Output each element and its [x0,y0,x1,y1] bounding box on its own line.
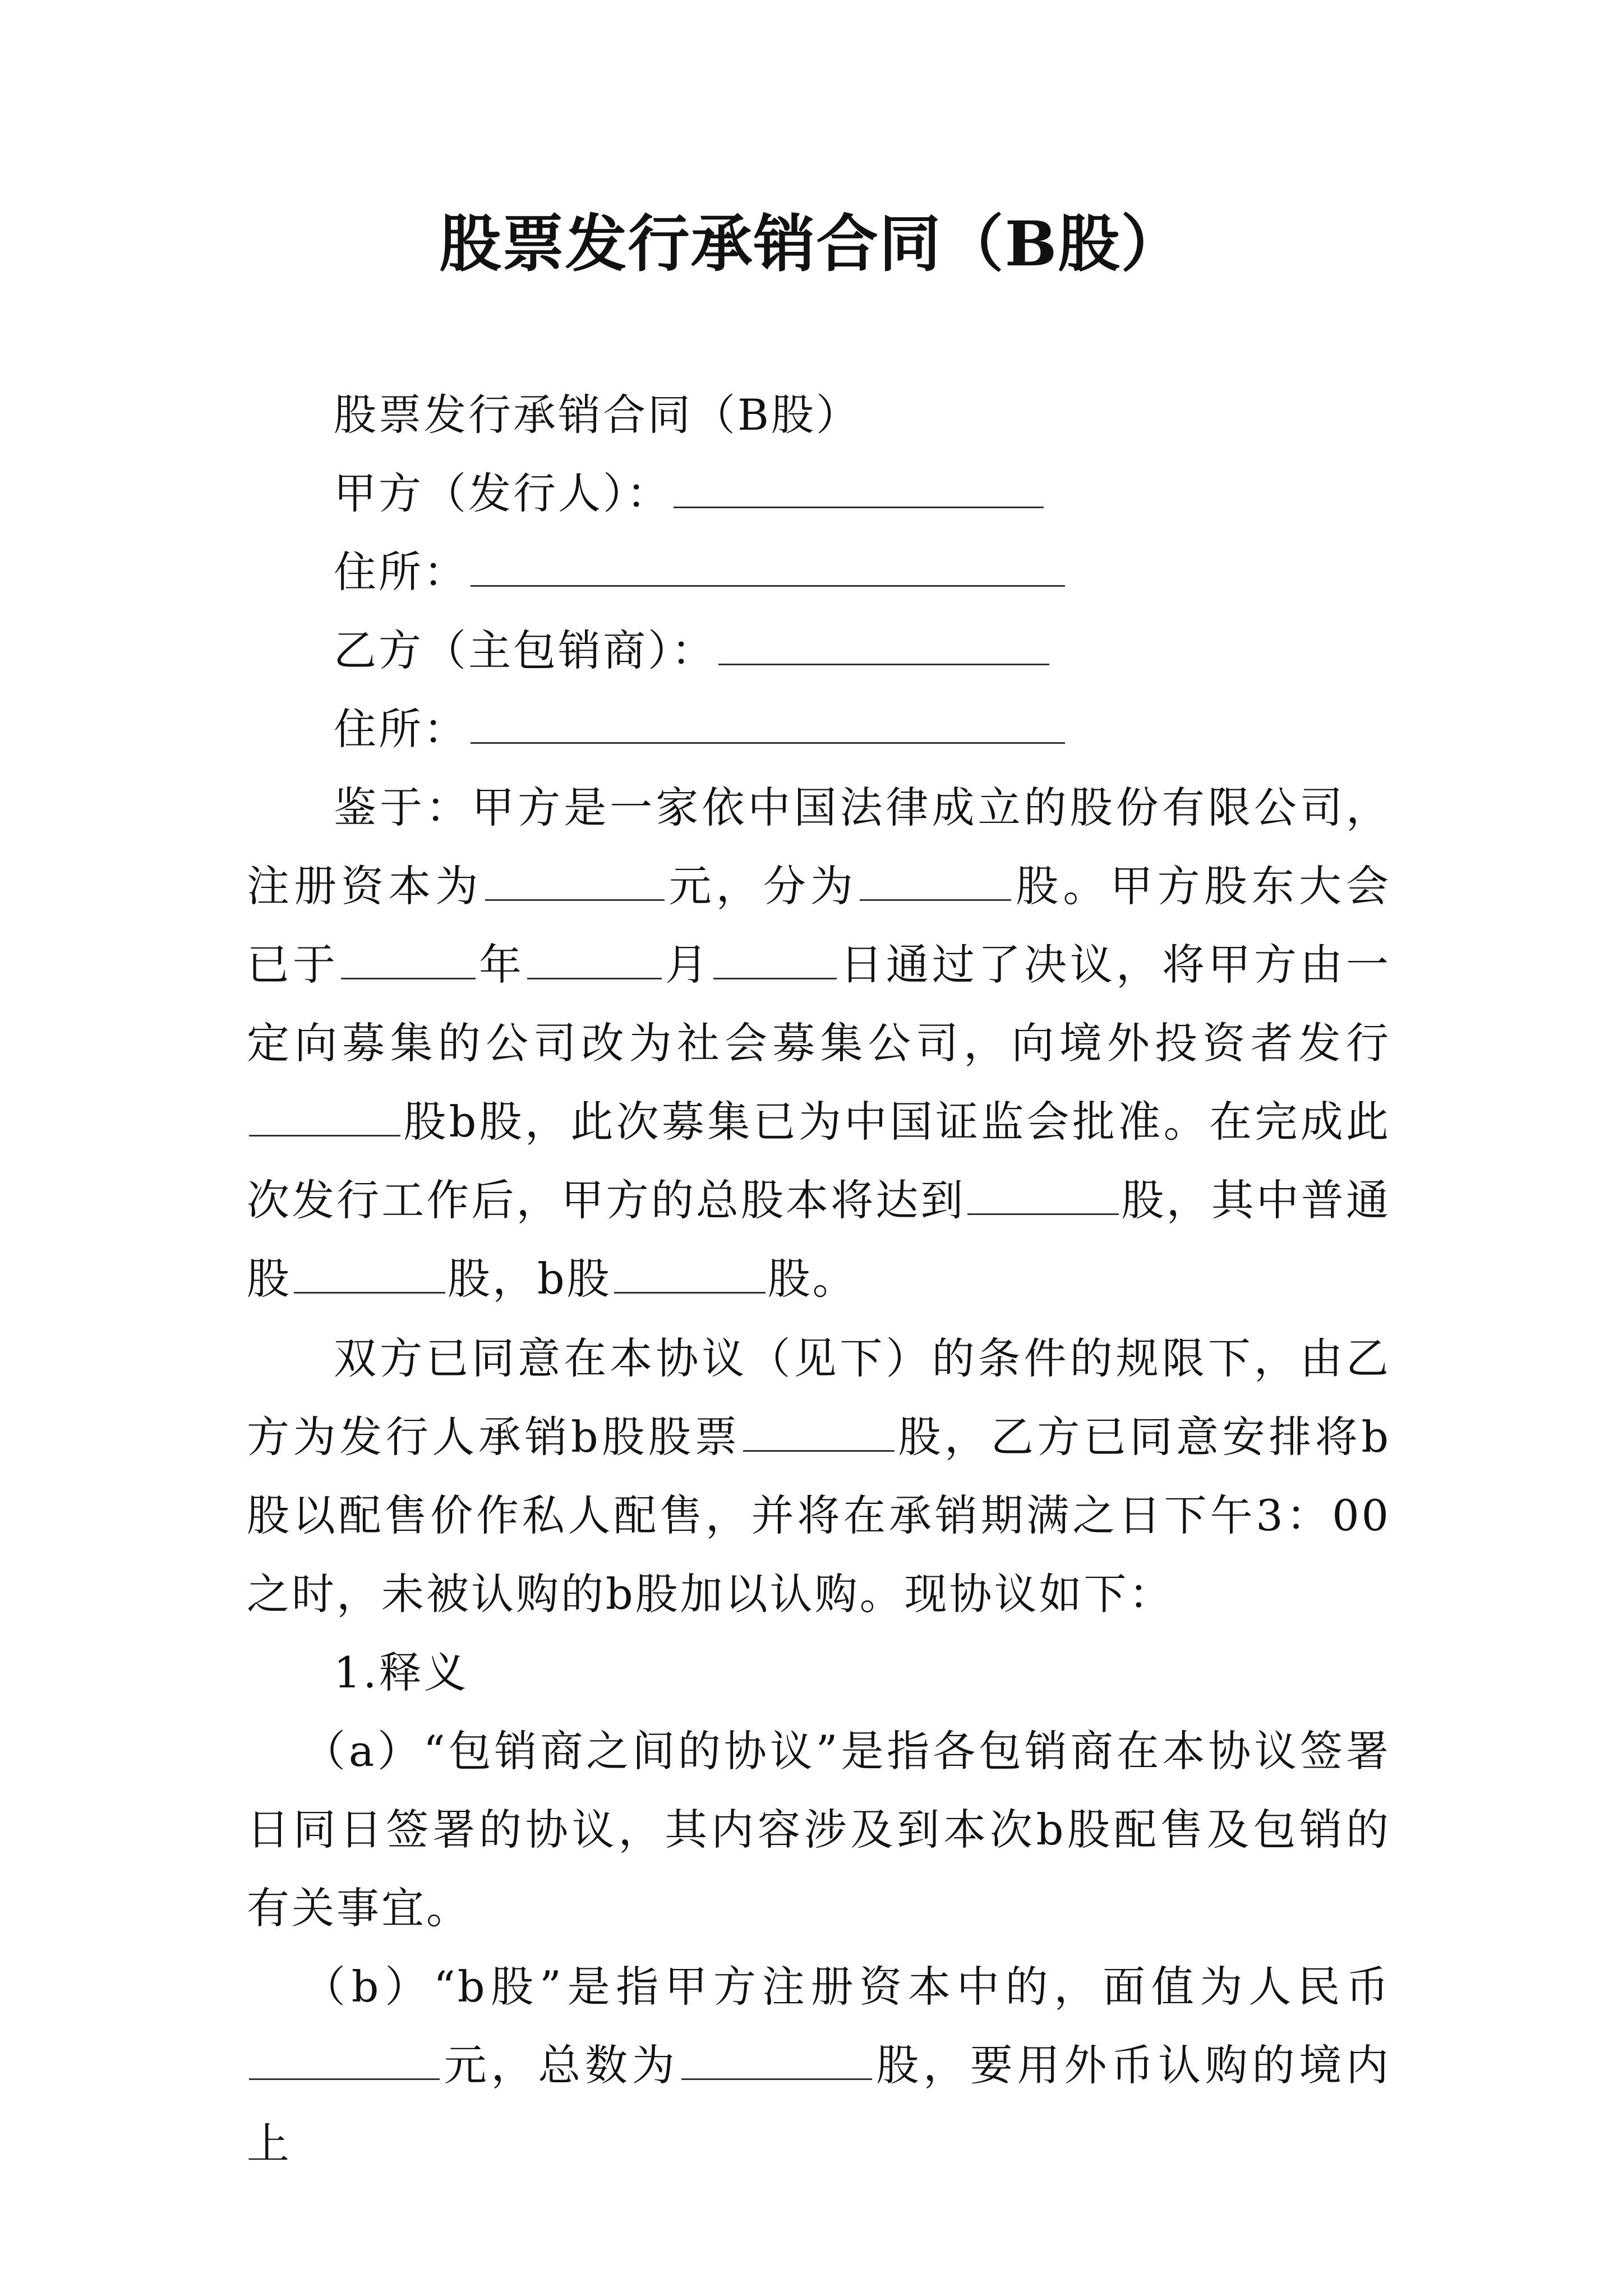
recital-text-6: 日通过了决议，将甲方由一定向募集的公司改为社会募集公司，向境外投资者发行 [247,940,1391,1068]
party-a-line [247,454,1391,533]
document-title: 股票发行承销合同（B股） [439,208,1184,280]
document-body [247,376,1391,2183]
party-a-label: 甲方（发行人）： [334,468,671,518]
recital-text-1: 鉴于：甲方是一家依中国法律成立的股份有限公司，注册资本为 [247,783,1391,911]
recital-paragraph [247,769,1391,1318]
b-shares-issued-blank[interactable] [249,1102,400,1137]
definition-b [247,1948,1391,2183]
common-shares-blank[interactable] [294,1259,445,1294]
address-b-label: 住所： [334,704,468,754]
par-value-blank[interactable] [249,2046,440,2080]
month-blank[interactable] [527,945,662,979]
agreement-text-1: 双方已同意在本协议（见下）的条件的规限下，由乙方为发行人承销b股股票 [247,1333,1391,1462]
underwritten-shares-blank[interactable] [743,1418,895,1452]
subtitle-line [247,376,1391,454]
registered-capital-blank[interactable] [485,867,665,901]
shares-blank[interactable] [860,867,1011,901]
definition-a-text: （a）“包销商之间的协议”是指各包销商在本协议签署日同日签署的协议，其内容涉及到本次b股配售及包销的有关事宜。 [247,1726,1391,1933]
party-b-label: 乙方（主包销商）： [334,625,716,675]
definition-b-text-2: 元，总数为 [442,2040,679,2090]
recital-text-4: 年 [478,940,525,990]
total-shares-blank[interactable] [967,1181,1119,1215]
definition-a [247,1712,1391,1948]
agreement-text-2: 股，乙方已同意安排将b股以配售价作私人配售，并将在承销期满之日下午3：00之时，未被认购的b股加以认购。现协议如下： [247,1412,1391,1619]
recital-text-7: 股b股，此次募集已为中国证监会批准。在完成此次发行工作后，甲方的总股本将达到 [247,1097,1391,1225]
b-shares-total-blank[interactable] [614,1259,766,1294]
address-b-blank[interactable] [471,710,1065,744]
definition-b-text-3: 股，要用外币认购的境内上 [247,2040,1391,2169]
recital-text-5: 月 [664,940,711,990]
party-b-blank[interactable] [718,631,1049,665]
recital-text-8: 股，其中普通股 [247,1175,1391,1304]
recital-text-9: 股，b股 [448,1254,612,1304]
address-a-line [247,533,1391,611]
section-1-heading-text: 1.释义 [334,1648,469,1697]
definition-b-text-1: （b）“b股”是指甲方注册资本中的，面值为人民币 [303,1962,1391,2012]
b-share-count-blank[interactable] [681,2046,872,2080]
recital-text-3: 股。甲方股东大会已于 [247,861,1391,990]
address-b-line [247,690,1391,769]
address-a-label: 住所： [334,547,468,597]
party-a-blank[interactable] [674,474,1044,508]
recital-text-2: 元，分为 [666,861,858,911]
address-a-blank[interactable] [471,553,1065,587]
subtitle: 股票发行承销合同（B股） [334,390,861,440]
recital-text-10: 股。 [767,1254,857,1304]
day-blank[interactable] [713,945,837,979]
agreement-paragraph [247,1319,1391,1634]
year-blank[interactable] [341,945,476,979]
section-1-heading [247,1634,1391,1712]
party-b-line [247,611,1391,690]
